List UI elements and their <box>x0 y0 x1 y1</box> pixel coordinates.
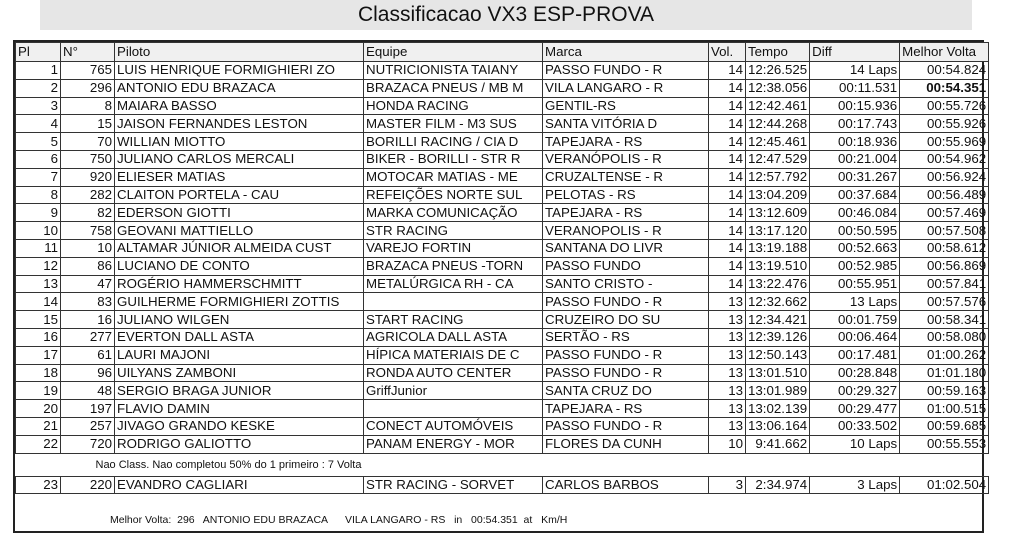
cell-diff: 00:31.267 <box>810 168 900 186</box>
cell-time: 12:38.056 <box>746 79 810 97</box>
cell-time: 9:41.662 <box>746 435 810 453</box>
cell-brand: VERANÓPOLIS - R <box>543 150 709 168</box>
cell-number: 86 <box>61 257 115 275</box>
cell-best-lap: 00:54.824 <box>900 62 989 80</box>
unclassified-note: Nao Class. Nao completou 50% do 1 primeiro : 7 Volta <box>16 453 989 476</box>
cell-brand: PASSO FUNDO - R <box>543 62 709 80</box>
cell-pilot: ALTAMAR JÚNIOR ALMEIDA CUST <box>115 239 364 257</box>
cell-brand: TAPEJARA - RS <box>543 204 709 222</box>
cell-time: 2:34.974 <box>746 476 810 494</box>
cell-time: 12:34.421 <box>746 311 810 329</box>
cell-time: 13:17.120 <box>746 222 810 240</box>
cell-position: 23 <box>16 476 61 494</box>
cell-diff: 00:55.951 <box>810 275 900 293</box>
cell-brand: SANTA VITÓRIA D <box>543 115 709 133</box>
cell-diff: 3 Laps <box>810 476 900 494</box>
cell-laps: 14 <box>709 115 746 133</box>
cell-brand: CARLOS BARBOS <box>543 476 709 494</box>
table-row <box>16 311 989 329</box>
cell-team: MASTER FILM - M3 SUS <box>364 115 543 133</box>
cell-best-lap: 01:00.515 <box>900 400 989 418</box>
header-diff: Diff <box>810 43 900 62</box>
cell-diff: 14 Laps <box>810 62 900 80</box>
cell-position: 20 <box>16 400 61 418</box>
table-row <box>16 364 989 382</box>
cell-best-lap: 00:58.080 <box>900 328 989 346</box>
cell-pilot: FLAVIO DAMIN <box>115 400 364 418</box>
cell-number: 47 <box>61 275 115 293</box>
cell-number: 277 <box>61 328 115 346</box>
cell-number: 720 <box>61 435 115 453</box>
header-position: Pl <box>16 43 61 62</box>
table-row <box>16 435 989 453</box>
table-row <box>16 222 989 240</box>
cell-position: 18 <box>16 364 61 382</box>
cell-team: BRAZACA PNEUS -TORN <box>364 257 543 275</box>
cell-laps: 13 <box>709 382 746 400</box>
cell-diff: 00:52.985 <box>810 257 900 275</box>
cell-number: 765 <box>61 62 115 80</box>
cell-best-lap: 00:58.612 <box>900 239 989 257</box>
cell-diff: 00:29.477 <box>810 400 900 418</box>
cell-time: 13:19.188 <box>746 239 810 257</box>
cell-laps: 14 <box>709 222 746 240</box>
cell-position: 9 <box>16 204 61 222</box>
cell-team: STR RACING <box>364 222 543 240</box>
cell-number: 220 <box>61 476 115 494</box>
cell-position: 21 <box>16 417 61 435</box>
cell-time: 13:02.139 <box>746 400 810 418</box>
cell-best-lap: 00:57.841 <box>900 275 989 293</box>
cell-number: 920 <box>61 168 115 186</box>
cell-diff: 00:33.502 <box>810 417 900 435</box>
cell-team: BRAZACA PNEUS / MB M <box>364 79 543 97</box>
cell-number: 8 <box>61 97 115 115</box>
cell-time: 13:22.476 <box>746 275 810 293</box>
cell-time: 12:50.143 <box>746 346 810 364</box>
cell-best-lap: 01:02.504 <box>900 476 989 494</box>
table-row <box>16 417 989 435</box>
cell-laps: 13 <box>709 400 746 418</box>
cell-brand: SANTO CRISTO - <box>543 275 709 293</box>
best-lap-footer: Melhor Volta: 296 ANTONIO EDU BRAZACA VILA LANGARO - RS in 00:54.351 at Km/H <box>110 514 568 526</box>
cell-diff: 00:17.481 <box>810 346 900 364</box>
cell-best-lap: 00:54.351 <box>900 79 989 97</box>
cell-team: START RACING <box>364 311 543 329</box>
cell-time: 13:04.209 <box>746 186 810 204</box>
unclassified-note-row <box>16 453 989 476</box>
cell-time: 12:26.525 <box>746 62 810 80</box>
cell-laps: 14 <box>709 168 746 186</box>
cell-team: METALÚRGICA RH - CA <box>364 275 543 293</box>
cell-position: 2 <box>16 79 61 97</box>
table-row <box>16 204 989 222</box>
cell-brand: PASSO FUNDO - R <box>543 346 709 364</box>
table-row <box>16 293 989 311</box>
cell-brand: FLORES DA CUNH <box>543 435 709 453</box>
cell-diff: 13 Laps <box>810 293 900 311</box>
cell-pilot: ANTONIO EDU BRAZACA <box>115 79 364 97</box>
cell-brand: PELOTAS - RS <box>543 186 709 204</box>
cell-time: 13:01.989 <box>746 382 810 400</box>
cell-diff: 00:06.464 <box>810 328 900 346</box>
cell-position: 12 <box>16 257 61 275</box>
cell-position: 3 <box>16 97 61 115</box>
cell-laps: 13 <box>709 311 746 329</box>
cell-number: 96 <box>61 364 115 382</box>
cell-laps: 13 <box>709 417 746 435</box>
cell-time: 13:01.510 <box>746 364 810 382</box>
cell-number: 282 <box>61 186 115 204</box>
header-best-lap: Melhor Volta <box>900 43 989 62</box>
cell-pilot: EVERTON DALL ASTA <box>115 328 364 346</box>
cell-pilot: JIVAGO GRANDO KESKE <box>115 417 364 435</box>
cell-team: CONECT AUTOMÓVEIS <box>364 417 543 435</box>
cell-laps: 14 <box>709 186 746 204</box>
cell-number: 48 <box>61 382 115 400</box>
cell-team <box>364 293 543 311</box>
cell-brand: GENTIL-RS <box>543 97 709 115</box>
cell-pilot: JULIANO WILGEN <box>115 311 364 329</box>
cell-laps: 13 <box>709 364 746 382</box>
cell-number: 750 <box>61 150 115 168</box>
table-row <box>16 150 989 168</box>
cell-pilot: CLAITON PORTELA - CAU <box>115 186 364 204</box>
header-number: N° <box>61 43 115 62</box>
cell-pilot: SERGIO BRAGA JUNIOR <box>115 382 364 400</box>
cell-brand: CRUZEIRO DO SU <box>543 311 709 329</box>
cell-team: AGRICOLA DALL ASTA <box>364 328 543 346</box>
cell-position: 19 <box>16 382 61 400</box>
cell-best-lap: 00:57.469 <box>900 204 989 222</box>
cell-best-lap: 00:57.576 <box>900 293 989 311</box>
header-pilot: Piloto <box>115 43 364 62</box>
cell-position: 6 <box>16 150 61 168</box>
cell-best-lap: 00:56.489 <box>900 186 989 204</box>
cell-pilot: ROGÉRIO HAMMERSCHMITT <box>115 275 364 293</box>
table-row <box>16 400 989 418</box>
cell-diff: 00:50.595 <box>810 222 900 240</box>
cell-pilot: MAIARA BASSO <box>115 97 364 115</box>
cell-team: BORILLI RACING / CIA D <box>364 133 543 151</box>
cell-brand: CRUZALTENSE - R <box>543 168 709 186</box>
cell-position: 8 <box>16 186 61 204</box>
cell-best-lap: 00:58.341 <box>900 311 989 329</box>
cell-position: 11 <box>16 239 61 257</box>
cell-laps: 14 <box>709 62 746 80</box>
cell-diff: 00:29.327 <box>810 382 900 400</box>
cell-best-lap: 00:55.553 <box>900 435 989 453</box>
cell-time: 12:57.792 <box>746 168 810 186</box>
cell-time: 12:47.529 <box>746 150 810 168</box>
cell-pilot: WILLIAN MIOTTO <box>115 133 364 151</box>
cell-team: RONDA AUTO CENTER <box>364 364 543 382</box>
table-row <box>16 97 989 115</box>
cell-pilot: ELIESER MATIAS <box>115 168 364 186</box>
table-row <box>16 257 989 275</box>
cell-diff: 00:15.936 <box>810 97 900 115</box>
cell-laps: 14 <box>709 257 746 275</box>
cell-pilot: EVANDRO CAGLIARI <box>115 476 364 494</box>
cell-time: 12:45.461 <box>746 133 810 151</box>
header-laps: Vol. <box>709 43 746 62</box>
cell-laps: 3 <box>709 476 746 494</box>
cell-pilot: LUCIANO DE CONTO <box>115 257 364 275</box>
cell-laps: 13 <box>709 293 746 311</box>
cell-number: 197 <box>61 400 115 418</box>
cell-best-lap: 01:00.262 <box>900 346 989 364</box>
cell-number: 10 <box>61 239 115 257</box>
cell-team: NUTRICIONISTA TAIANY <box>364 62 543 80</box>
cell-pilot: LAURI MAJONI <box>115 346 364 364</box>
cell-brand: SERTÃO - RS <box>543 328 709 346</box>
cell-diff: 00:37.684 <box>810 186 900 204</box>
table-row <box>16 346 989 364</box>
cell-number: 61 <box>61 346 115 364</box>
cell-time: 12:32.662 <box>746 293 810 311</box>
cell-best-lap: 00:55.969 <box>900 133 989 151</box>
cell-brand: TAPEJARA - RS <box>543 133 709 151</box>
cell-laps: 14 <box>709 239 746 257</box>
cell-position: 10 <box>16 222 61 240</box>
page-title: Classificacao VX3 ESP-PROVA <box>40 0 972 30</box>
cell-position: 13 <box>16 275 61 293</box>
header-team: Equipe <box>364 43 543 62</box>
cell-pilot: EDERSON GIOTTI <box>115 204 364 222</box>
cell-best-lap: 00:59.685 <box>900 417 989 435</box>
cell-laps: 13 <box>709 346 746 364</box>
cell-laps: 13 <box>709 328 746 346</box>
cell-number: 296 <box>61 79 115 97</box>
cell-brand: PASSO FUNDO - R <box>543 293 709 311</box>
cell-team: REFEIÇÕES NORTE SUL <box>364 186 543 204</box>
cell-best-lap: 00:56.869 <box>900 257 989 275</box>
cell-position: 7 <box>16 168 61 186</box>
cell-team <box>364 400 543 418</box>
cell-best-lap: 00:55.926 <box>900 115 989 133</box>
cell-position: 17 <box>16 346 61 364</box>
cell-number: 82 <box>61 204 115 222</box>
cell-brand: PASSO FUNDO - R <box>543 364 709 382</box>
cell-best-lap: 00:55.726 <box>900 97 989 115</box>
cell-diff: 10 Laps <box>810 435 900 453</box>
cell-position: 16 <box>16 328 61 346</box>
cell-number: 16 <box>61 311 115 329</box>
cell-laps: 14 <box>709 79 746 97</box>
results-table <box>15 42 989 494</box>
cell-diff: 00:11.531 <box>810 79 900 97</box>
cell-diff: 00:17.743 <box>810 115 900 133</box>
cell-team: PANAM ENERGY - MOR <box>364 435 543 453</box>
cell-brand: PASSO FUNDO - R <box>543 417 709 435</box>
table-row <box>16 133 989 151</box>
header-brand: Marca <box>543 43 709 62</box>
cell-position: 14 <box>16 293 61 311</box>
cell-best-lap: 01:01.180 <box>900 364 989 382</box>
table-row <box>16 275 989 293</box>
cell-team: VAREJO FORTIN <box>364 239 543 257</box>
cell-laps: 14 <box>709 133 746 151</box>
cell-brand: SANTA CRUZ DO <box>543 382 709 400</box>
cell-brand: SANTANA DO LIVR <box>543 239 709 257</box>
cell-number: 15 <box>61 115 115 133</box>
table-row <box>16 382 989 400</box>
cell-pilot: UILYANS ZAMBONI <box>115 364 364 382</box>
cell-best-lap: 00:57.508 <box>900 222 989 240</box>
cell-laps: 14 <box>709 97 746 115</box>
cell-number: 70 <box>61 133 115 151</box>
cell-brand: PASSO FUNDO <box>543 257 709 275</box>
cell-team: MARKA COMUNICAÇÃO <box>364 204 543 222</box>
cell-pilot: GEOVANI MATTIELLO <box>115 222 364 240</box>
table-row <box>16 79 989 97</box>
cell-time: 12:39.126 <box>746 328 810 346</box>
table-row <box>16 115 989 133</box>
cell-diff: 00:46.084 <box>810 204 900 222</box>
cell-pilot: JULIANO CARLOS MERCALI <box>115 150 364 168</box>
cell-diff: 00:28.848 <box>810 364 900 382</box>
cell-best-lap: 00:54.962 <box>900 150 989 168</box>
header-time: Tempo <box>746 43 810 62</box>
table-row <box>16 328 989 346</box>
cell-laps: 14 <box>709 204 746 222</box>
cell-team: STR RACING - SORVET <box>364 476 543 494</box>
cell-number: 758 <box>61 222 115 240</box>
cell-brand: TAPEJARA - RS <box>543 400 709 418</box>
cell-brand: VERANOPOLIS - R <box>543 222 709 240</box>
cell-position: 22 <box>16 435 61 453</box>
cell-pilot: GUILHERME FORMIGHIERI ZOTTIS <box>115 293 364 311</box>
cell-best-lap: 00:59.163 <box>900 382 989 400</box>
cell-time: 13:12.609 <box>746 204 810 222</box>
cell-team: HÍPICA MATERIAIS DE C <box>364 346 543 364</box>
cell-best-lap: 00:56.924 <box>900 168 989 186</box>
cell-pilot: LUIS HENRIQUE FORMIGHIERI ZO <box>115 62 364 80</box>
cell-laps: 14 <box>709 150 746 168</box>
cell-diff: 00:52.663 <box>810 239 900 257</box>
cell-pilot: RODRIGO GALIOTTO <box>115 435 364 453</box>
cell-position: 5 <box>16 133 61 151</box>
cell-time: 13:19.510 <box>746 257 810 275</box>
table-row <box>16 239 989 257</box>
cell-team: GriffJunior <box>364 382 543 400</box>
cell-diff: 00:01.759 <box>810 311 900 329</box>
cell-brand: VILA LANGARO - R <box>543 79 709 97</box>
cell-time: 13:06.164 <box>746 417 810 435</box>
cell-position: 15 <box>16 311 61 329</box>
cell-pilot: JAISON FERNANDES LESTON <box>115 115 364 133</box>
table-row <box>16 476 989 494</box>
cell-laps: 10 <box>709 435 746 453</box>
cell-laps: 14 <box>709 275 746 293</box>
cell-diff: 00:21.004 <box>810 150 900 168</box>
table-row <box>16 186 989 204</box>
cell-position: 4 <box>16 115 61 133</box>
table-row <box>16 168 989 186</box>
header-row <box>16 43 989 62</box>
cell-number: 257 <box>61 417 115 435</box>
cell-time: 12:42.461 <box>746 97 810 115</box>
cell-diff: 00:18.936 <box>810 133 900 151</box>
cell-team: BIKER - BORILLI - STR R <box>364 150 543 168</box>
cell-team: MOTOCAR MATIAS - ME <box>364 168 543 186</box>
cell-team: HONDA RACING <box>364 97 543 115</box>
cell-position: 1 <box>16 62 61 80</box>
table-row <box>16 62 989 80</box>
cell-time: 12:44.268 <box>746 115 810 133</box>
cell-number: 83 <box>61 293 115 311</box>
